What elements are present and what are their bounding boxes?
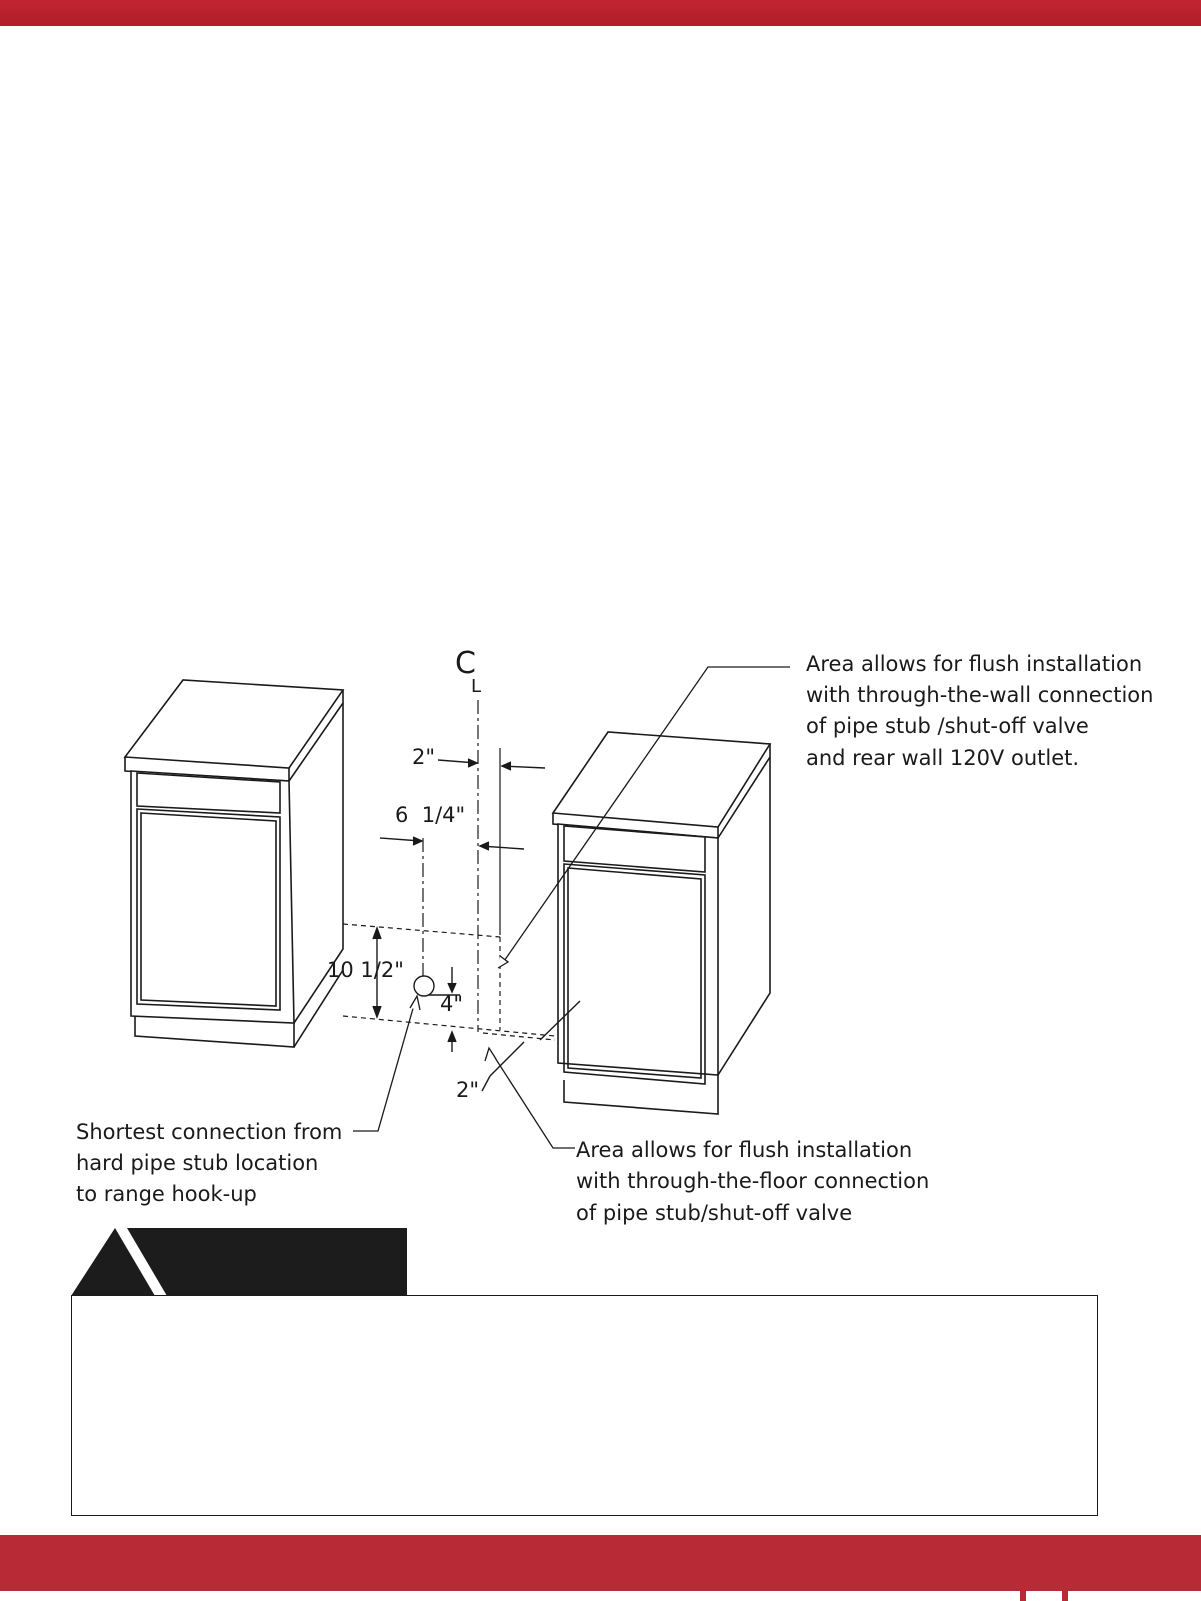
- left-cabinet: [125, 680, 343, 1047]
- band-slot: [0, 1591, 1020, 1601]
- svg-text:Shortest connection from: Shortest connection from: [76, 1120, 343, 1144]
- pipe-stub: [414, 976, 434, 996]
- svg-text:to range hook-up: to range hook-up: [76, 1182, 257, 1206]
- warning-header: [71, 1228, 407, 1296]
- centerline-subscript: L: [471, 676, 482, 697]
- note-wall-connection: [806, 652, 1153, 770]
- warning-triangle-icon: [71, 1228, 407, 1296]
- band-slot: [1026, 1591, 1062, 1601]
- svg-text:of pipe stub /shut-off valve: of pipe stub /shut-off valve: [806, 714, 1089, 738]
- dim-side-offset: 6 1/4": [395, 803, 466, 827]
- installation-diagram: [0, 600, 1201, 1240]
- svg-text:Area allows for flush installa: Area allows for flush installation: [576, 1138, 913, 1162]
- dim-stub-height: 4": [440, 992, 464, 1016]
- installation-zone: [343, 924, 555, 1040]
- svg-text:with through-the-wall connecti: with through-the-wall connection: [806, 683, 1154, 707]
- dim-floor-offset: 2": [456, 1078, 480, 1102]
- svg-text:of pipe stub/shut-off valve: of pipe stub/shut-off valve: [576, 1201, 853, 1225]
- svg-text:hard pipe stub location: hard pipe stub location: [76, 1151, 319, 1175]
- band-slot: [1068, 1591, 1201, 1601]
- centerline-symbol: C: [455, 646, 476, 681]
- bottom-color-band: [0, 1535, 1201, 1601]
- svg-text:with through-the-floor connect: with through-the-floor connection: [576, 1169, 930, 1193]
- svg-text:and rear wall 120V outlet.: and rear wall 120V outlet.: [806, 746, 1080, 770]
- top-color-band: [0, 0, 1201, 26]
- note-floor-connection: [576, 1138, 929, 1225]
- right-cabinet: [553, 732, 770, 1114]
- dim-height: 10 1/2": [327, 958, 404, 982]
- svg-text:Area allows for flush installa: Area allows for flush installation: [806, 652, 1143, 676]
- note-shortest-connection: [76, 1120, 342, 1206]
- dim-top-offset: 2": [412, 745, 436, 769]
- warning-box: [71, 1295, 1098, 1516]
